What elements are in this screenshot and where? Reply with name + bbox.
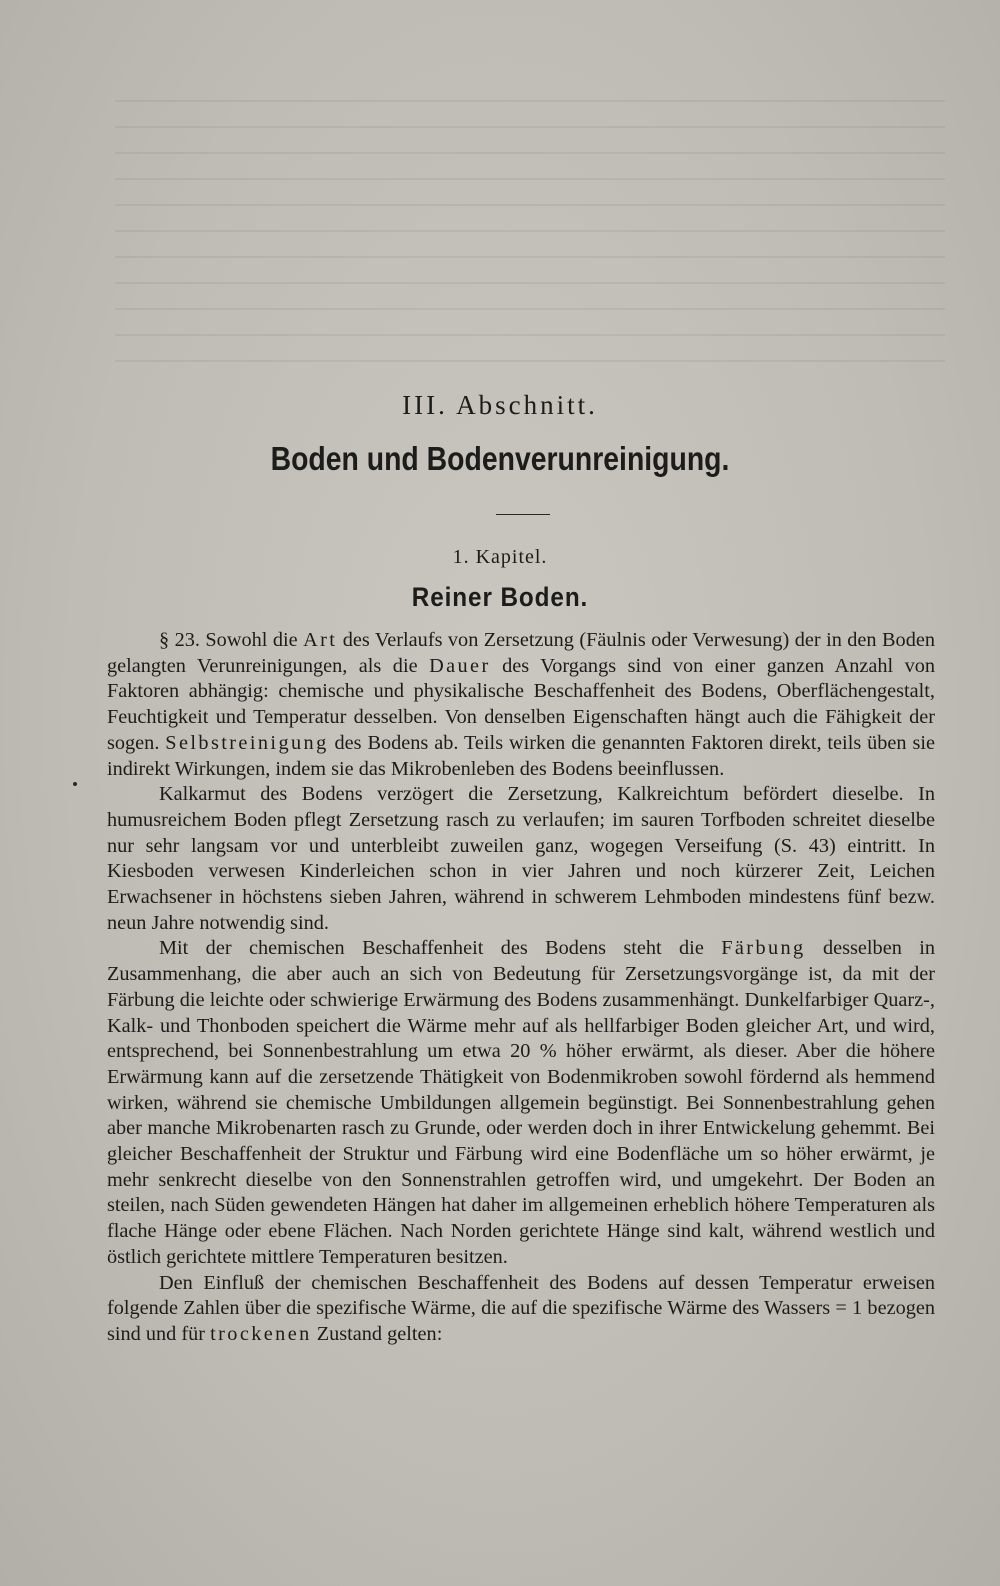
paragraph-text: desselben in Zusammenhang, die aber auch an sich von Bedeutung für Zersetzungsvorgänge ist, da mit der Färbung die leichte oder schwierige Erwärmung des Bodens zusammenhängt. Dunkelfarbiger Quarz-, Kalk- und Thonboden speichert die Wärme mehr auf als hellfarbiger Boden gleicher Art, und wird, entsprechend, bei Sonnenbestrahlung um etwa 20 % höher erwärmt, als dieser. Aber die höhere Erwärmung kann auf die zersetzende Thätigkeit von Bodenmikroben sowohl fördernd als hemmend wirken, während sie chemische Umbildungen allgemein begünstigt. Bei Sonnenbestrahlung gehen aber manche Mikrobenarten rasch zu Grunde, oder werden doch in ihrer Entwickelung gehemmt. Bei gleicher Beschaffenheit der Struktur und Färbung wird eine Bodenfläche um so höher erwärmt, je mehr senkrecht dieselbe von den Sonnenstrahlen getroffen wird, und umgekehrt. Der Boden an steilen, nach Süden gewendeten Hängen hat daher im allgemeinen erheblich höhere Temperaturen als flache Hänge oder ebene Flächen. Nach Norden gerichtete Hänge sind kalt, während westlich und östlich gerichtete mittlere Temperaturen besitzen. bbox=[107, 937, 935, 1268]
paragraph-1 bbox=[107, 628, 935, 782]
paragraph-text: des Vorgangs sind von einer ganzen Anzahl von Faktoren abhängig: chemische und physikalische Beschaffenheit des Bodens, Oberflächengestalt, Feuchtigkeit und Temperatur desselben. Von denselben Eigenschaften hängt auch die Fähigkeit der sogen. bbox=[107, 654, 936, 754]
paragraph-3 bbox=[107, 936, 935, 1270]
paragraph-2 bbox=[107, 782, 935, 936]
paragraph-text: Zustand gelten: bbox=[311, 1322, 443, 1345]
chapter-title: Reiner Boden. bbox=[411, 582, 589, 612]
body-text bbox=[107, 628, 935, 1348]
paragraph-text: des Verlaufs von Zersetzung (Fäulnis oder Verwesung) der in den Boden gelangten Verunreinigungen, als die bbox=[107, 629, 935, 677]
emphasis-art: Art bbox=[303, 629, 338, 651]
paragraph-text: Den Einfluß der chemischen Beschaffenheit des Bodens auf dessen Temperatur erweisen folgende Zahlen über die spezifische Wärme, die auf die spezifische Wärme des Wassers = 1 bezogen sind und für bbox=[107, 1271, 935, 1345]
paragraph-4 bbox=[107, 1271, 935, 1348]
paragraph-text: Mit der chemischen Beschaffenheit des Bodens steht die bbox=[159, 937, 722, 960]
main-title: Boden und Bodenverunreinigung. bbox=[270, 440, 730, 477]
emphasis-selbstreinigung: Selbstreinigung bbox=[165, 731, 329, 754]
paragraph-text: des Bodens ab. Teils wirken die genannten Faktoren direkt, teils üben sie indirekt Wirkungen, indem sie das Mikrobenleben des Bodens beeinflussen. bbox=[107, 731, 935, 780]
emphasis-faerbung: Färbung bbox=[721, 937, 806, 960]
emphasis-dauer: Dauer bbox=[429, 654, 491, 677]
section-heading: III. Abschnitt. bbox=[402, 390, 598, 420]
emphasis-trockenen: trockenen bbox=[210, 1322, 312, 1345]
margin-ink-dot bbox=[73, 782, 77, 786]
title-divider bbox=[496, 514, 550, 515]
bleed-through-texture bbox=[115, 100, 945, 380]
paragraph-text: Kalkarmut des Bodens verzögert die Zersetzung, Kalkreichtum befördert dieselbe. In humusreichem Boden pflegt Zersetzung rasch zu verlaufen; im sauren Torfboden schreitet dieselbe nur sehr langsam vor und unterbleibt zuweilen ganz, wogegen Verseifung (S. 43) eintritt. In Kiesboden verwesen Kinderleichen schon in vier Jahren und noch kürzerer Zeit, Leichen Erwachsener in höchstens sieben Jahren, während in schwerem Lehmboden mindestens fünf bezw. neun Jahre notwendig sind. bbox=[107, 783, 935, 934]
chapter-number: 1. Kapitel. bbox=[452, 546, 548, 568]
paragraph-text: § 23. Sowohl die bbox=[159, 629, 304, 651]
